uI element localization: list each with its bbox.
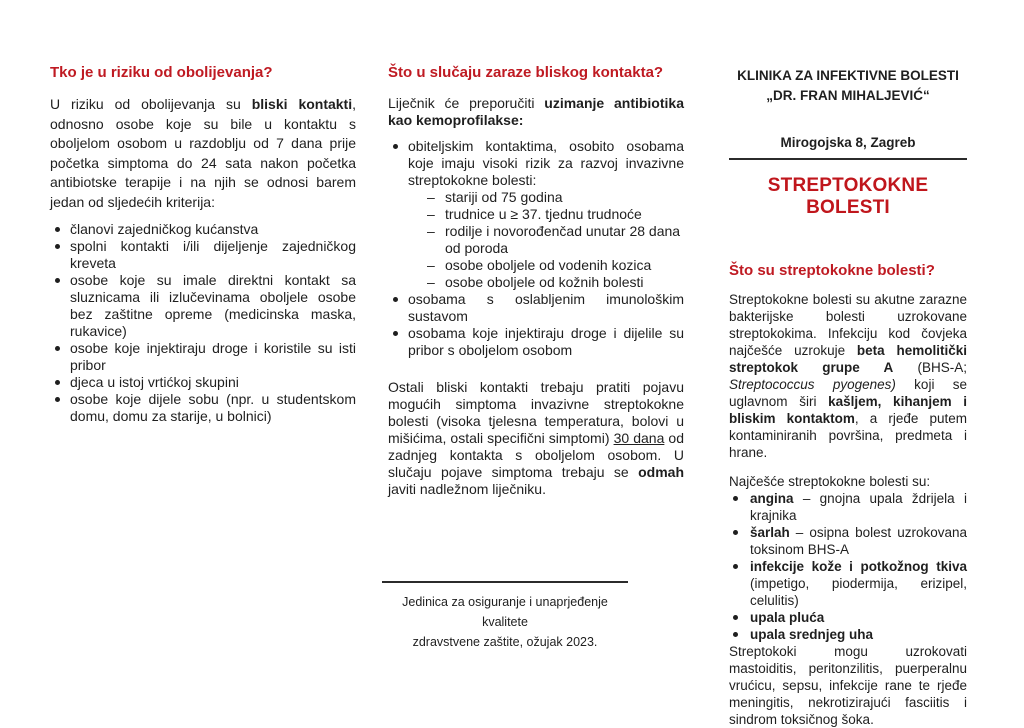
panel-who-is-at-risk [50, 63, 356, 425]
text-run: rodilje i novorođenčad unutar 28 dana od poroda [445, 223, 681, 256]
text-run: odmah [638, 464, 684, 480]
sub-list-item [427, 274, 684, 291]
list-item [388, 291, 684, 325]
list-item [729, 609, 967, 626]
risk-intro-paragraph [50, 95, 356, 212]
list-item [729, 558, 967, 609]
text-run: članovi zajedničkog kućanstva [70, 221, 259, 237]
text-run: 30 dana [613, 430, 665, 446]
text-run: osobama s oslabljenim imunološkim sustavom [408, 291, 684, 324]
text-run: upala srednjeg uha [750, 627, 874, 642]
text-run: osobe koje dijele sobu (npr. u studentskom domu, domu za starije, u bolnici) [70, 391, 356, 424]
text-run: angina [750, 491, 794, 506]
text-run: Streptococcus pyogenes) [729, 377, 896, 392]
list-item [50, 221, 356, 238]
chemoprophylaxis-groups-list [388, 138, 684, 359]
text-run: osobe oboljele od kožnih bolesti [445, 274, 644, 290]
clinic-address: Mirogojska 8, Zagreb [780, 135, 916, 150]
footer-line-1: Jedinica za osiguranje i unaprjeđenje kvalitete [402, 595, 608, 629]
text-run: , a rjeđe putem kontaminiranih površina, predmeta i hrane. [729, 411, 967, 460]
clinic-name-line-1: KLINIKA ZA INFEKTIVNE BOLESTI [737, 68, 959, 83]
header-divider [729, 158, 967, 160]
text-run: uzimanje antibiotika kao kemoprofilakse: [388, 95, 684, 128]
text-run: Liječnik će preporučiti [388, 95, 545, 111]
footer-divider [382, 581, 628, 583]
text-run: trudnice u ≥ 37. tjednu trudnoće [445, 206, 642, 222]
sub-list-item [427, 257, 684, 274]
chemoprophylaxis-intro-paragraph [388, 95, 684, 129]
text-run: koji se uglavnom širi [729, 377, 967, 409]
document-title: STREPTOKOKNE BOLESTI [767, 175, 929, 218]
text-run: bliski kontakti [251, 96, 353, 112]
text-run: (impetigo, piodermija, erizipel, celulitis) [750, 576, 967, 608]
text-run: U riziku od obolijevanja su [50, 96, 252, 112]
what-are-diseases-heading: Što su streptokokne bolesti? [729, 262, 935, 279]
text-run: kašljem, kihanjem i bliskim kontaktom [729, 394, 967, 426]
list-item [388, 138, 684, 291]
text-run: osobe oboljele od vodenih kozica [445, 257, 652, 273]
text-run: infekcije kože i potkožnog tkiva [750, 559, 967, 574]
list-item [729, 490, 967, 524]
text-run: osobe koje injektiraju droge i koristile su isti pribor [70, 340, 356, 373]
list-item [50, 340, 356, 374]
risk-section-heading: Tko je u riziku od obolijevanja? [50, 64, 273, 81]
list-item [729, 524, 967, 558]
text-run: obiteljskim kontaktima, osobito osobama koje imaju visoki rizik za razvoj invazivne streptokokne bolesti: [408, 138, 684, 188]
panel-cover [729, 66, 967, 728]
list-item [50, 374, 356, 391]
text-run: Streptokoki mogu uzrokovati mastoiditis, peritonzilitis, puerperalnu vrućicu, sepsu, infekcije rane te rjeđe meningitis, nekrotizirajući fasciitis i sindrom toksičnog šoka. [729, 644, 967, 727]
text-run: (BHS-A; [893, 360, 967, 375]
sub-list-item [427, 206, 684, 223]
common-diseases-list [729, 490, 967, 643]
footer-line-2: zdravstvene zaštite, ožujak 2023. [412, 635, 598, 649]
text-run: , odnosno osobe koje su bile u kontaktu s oboljelom osobom u razdoblju od 7 dana prije početka simptoma do 24 sata nakon početka antibiotske terapije i na njih se odnosi barem jedan od sljedećih kriterija: [50, 96, 357, 210]
text-run: osobe koje su imale direktni kontakt sa sluznicama ili izlučevinama oboljele osobe bez zaštitne opreme (medicinska maska, rukavice) [70, 272, 356, 339]
clinic-name-line-2: „DR. FRAN MIHALJEVIĆ“ [766, 88, 930, 103]
text-run: – osipna bolest uzrokovana toksinom BHS-A [750, 525, 967, 557]
contact-section-heading: Što u slučaju zaraze bliskog kontakta? [388, 64, 664, 81]
text-run: javiti nadležnom liječniku. [388, 481, 546, 497]
text-run: spolni kontakti i/ili dijeljenje zajedničkog kreveta [70, 238, 356, 271]
panel-close-contact-infection [388, 63, 684, 703]
sub-list-item [427, 223, 684, 257]
text-run: beta hemolitički streptokok grupe A [729, 343, 968, 375]
list-item [388, 325, 684, 359]
text-run: stariji od 75 godina [445, 189, 563, 205]
sub-list [408, 189, 684, 291]
text-run: od zadnjeg kontakta s oboljelom osobom. U slučaju pojave simptoma trebaju se [388, 430, 685, 480]
footer-block [382, 581, 628, 652]
text-run: Streptokokne bolesti su akutne zarazne bakterijske bolesti uzrokovane streptokokima. Infekciju kod čovjeka najčešće uzrokuje [729, 292, 967, 358]
complications-paragraph [729, 643, 967, 728]
text-run: – gnojna upala ždrijela i krajnika [750, 491, 967, 523]
diseases-intro-paragraph [729, 291, 967, 461]
symptom-monitoring-paragraph [388, 379, 684, 498]
risk-criteria-list [50, 221, 356, 425]
text-run: upala pluća [750, 610, 825, 625]
text-run: osobama koje injektiraju droge i dijelile su pribor s oboljelom osobom [408, 325, 684, 358]
text-run: šarlah [750, 525, 790, 540]
text-run: djeca u istoj vrtićkoj skupini [70, 374, 239, 390]
text-run: Ostali bliski kontakti trebaju pratiti pojavu mogućih simptoma invazivne streptokokne bolesti (visoka tjelesna temperatura, bolovi u mišićima, ostali specifični simptomi) [388, 379, 684, 446]
list-item [50, 391, 356, 425]
sub-list-item [427, 189, 684, 206]
list-item [50, 272, 356, 340]
diseases-list-intro: Najčešće streptokokne bolesti su: [729, 474, 931, 489]
list-item [729, 626, 967, 643]
list-item [50, 238, 356, 272]
